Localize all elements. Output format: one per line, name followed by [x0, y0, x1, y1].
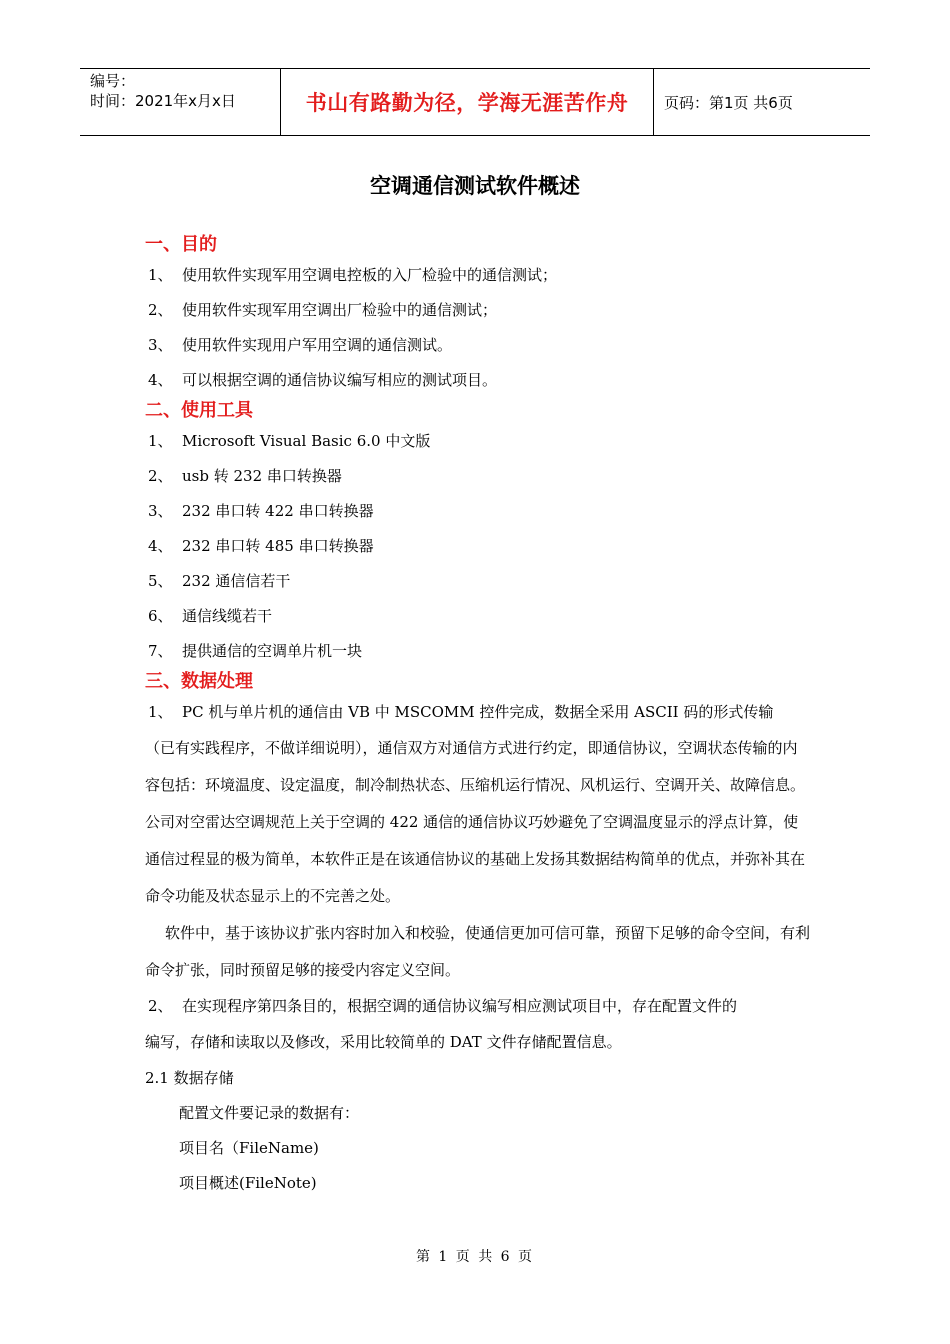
page-header — [80, 68, 870, 136]
list-item — [148, 328, 810, 363]
list-number: 7、 — [148, 642, 173, 660]
time-label: 时间：2021年x月x日 — [90, 92, 236, 110]
list-item — [148, 258, 810, 293]
list-text: 232 通信信若干 — [182, 572, 291, 590]
list-item — [148, 599, 810, 634]
list-text: 可以根据空调的通信协议编写相应的测试项目。 — [182, 371, 498, 389]
list-number: 1、 — [148, 432, 173, 450]
list-text: 使用软件实现军用空调出厂检验中的通信测试； — [182, 301, 498, 319]
list-number: 4、 — [148, 371, 173, 389]
list-item — [148, 363, 810, 398]
page-footer: 第 1 页 共 6 页 — [415, 1249, 535, 1265]
paragraph-text: PC 机与单片机的通信由 VB 中 MSCOMM 控件完成，数据全采用 ASCII 码的形式传输 — [182, 703, 774, 721]
list-number: 4、 — [148, 537, 173, 555]
number-label: 编号： — [90, 72, 136, 90]
list-text: 使用软件实现军用空调电控板的入厂检验中的通信测试； — [182, 266, 558, 284]
list-text: Microsoft Visual Basic 6.0 中文版 — [182, 432, 431, 450]
paragraph-first-line — [148, 695, 810, 730]
list-text: 232 串口转 485 串口转换器 — [182, 537, 374, 555]
list-number: 2、 — [148, 467, 173, 485]
paragraph: 软件中，基于该协议扩张内容时加入和校验，使通信更加可信可靠，预留下足够的命令空间，有利命令扩张，同时预留足够的接受内容定义空间。 — [145, 924, 811, 979]
list-number: 3、 — [148, 336, 173, 354]
list-text: 通信线缆若干 — [182, 607, 273, 625]
list-number: 3、 — [148, 502, 173, 520]
paragraph-first-line — [148, 989, 810, 1024]
list-number: 2、 — [148, 301, 173, 319]
document-body — [145, 232, 810, 1201]
list-number: 2、 — [148, 997, 173, 1015]
list-number: 5、 — [148, 572, 173, 590]
subsection-line: 配置文件要记录的数据有： — [179, 1104, 360, 1122]
section-heading-purpose: 一、目的 — [145, 234, 217, 255]
section-heading-data-processing: 三、数据处理 — [145, 671, 253, 692]
list-number: 1、 — [148, 703, 173, 721]
list-text: usb 转 232 串口转换器 — [182, 467, 342, 485]
list-item — [148, 293, 810, 328]
header-page-info-cell — [654, 69, 870, 135]
list-item — [148, 459, 810, 494]
list-item — [148, 424, 810, 459]
subsection-line: 项目名（FileName) — [179, 1139, 319, 1157]
motto: 书山有路勤为径，学海无涯苦作舟 — [305, 91, 629, 115]
paragraph-continuation: 编写，存储和读取以及修改，采用比较简单的 DAT 文件存储配置信息。 — [145, 1033, 622, 1051]
list-item — [148, 634, 810, 669]
section-heading-tools: 二、使用工具 — [145, 400, 253, 421]
header-left-cell — [80, 69, 281, 135]
list-item — [148, 494, 810, 529]
page-info: 页码：第1页 共6页 — [664, 93, 793, 112]
list-text: 提供通信的空调单片机一块 — [182, 642, 363, 660]
list-text: 232 串口转 422 串口转换器 — [182, 502, 374, 520]
document-title: 空调通信测试软件概述 — [370, 174, 580, 198]
paragraph-continuation: （已有实践程序，不做详细说明），通信双方对通信方式进行约定，即通信协议，空调状态传输的内容包括：环境温度、设定温度，制冷制热状态、压缩机运行情况、风机运行、空调开关、故障信息。公司对空雷达空调规范上关于空调的 422 通信的通信协议巧妙避免了空调温度显示的浮点计算，使通信过程显的极为简单，本软件正是在该通信协议的基础上发扬其数据结构简单的优点，并弥补其在命令功能及状态显示上的不完善之处。 — [145, 739, 806, 905]
subsection-line: 项目概述(FileNote) — [179, 1174, 317, 1192]
paragraph-text: 在实现程序第四条目的，根据空调的通信协议编写相应测试项目中，存在配置文件的 — [182, 997, 738, 1015]
list-item — [148, 529, 810, 564]
subsection-heading: 2.1 数据存储 — [145, 1069, 234, 1087]
list-number: 1、 — [148, 266, 173, 284]
header-motto-cell — [281, 69, 654, 135]
list-item — [148, 564, 810, 599]
list-number: 6、 — [148, 607, 173, 625]
list-text: 使用软件实现用户军用空调的通信测试。 — [182, 336, 453, 354]
